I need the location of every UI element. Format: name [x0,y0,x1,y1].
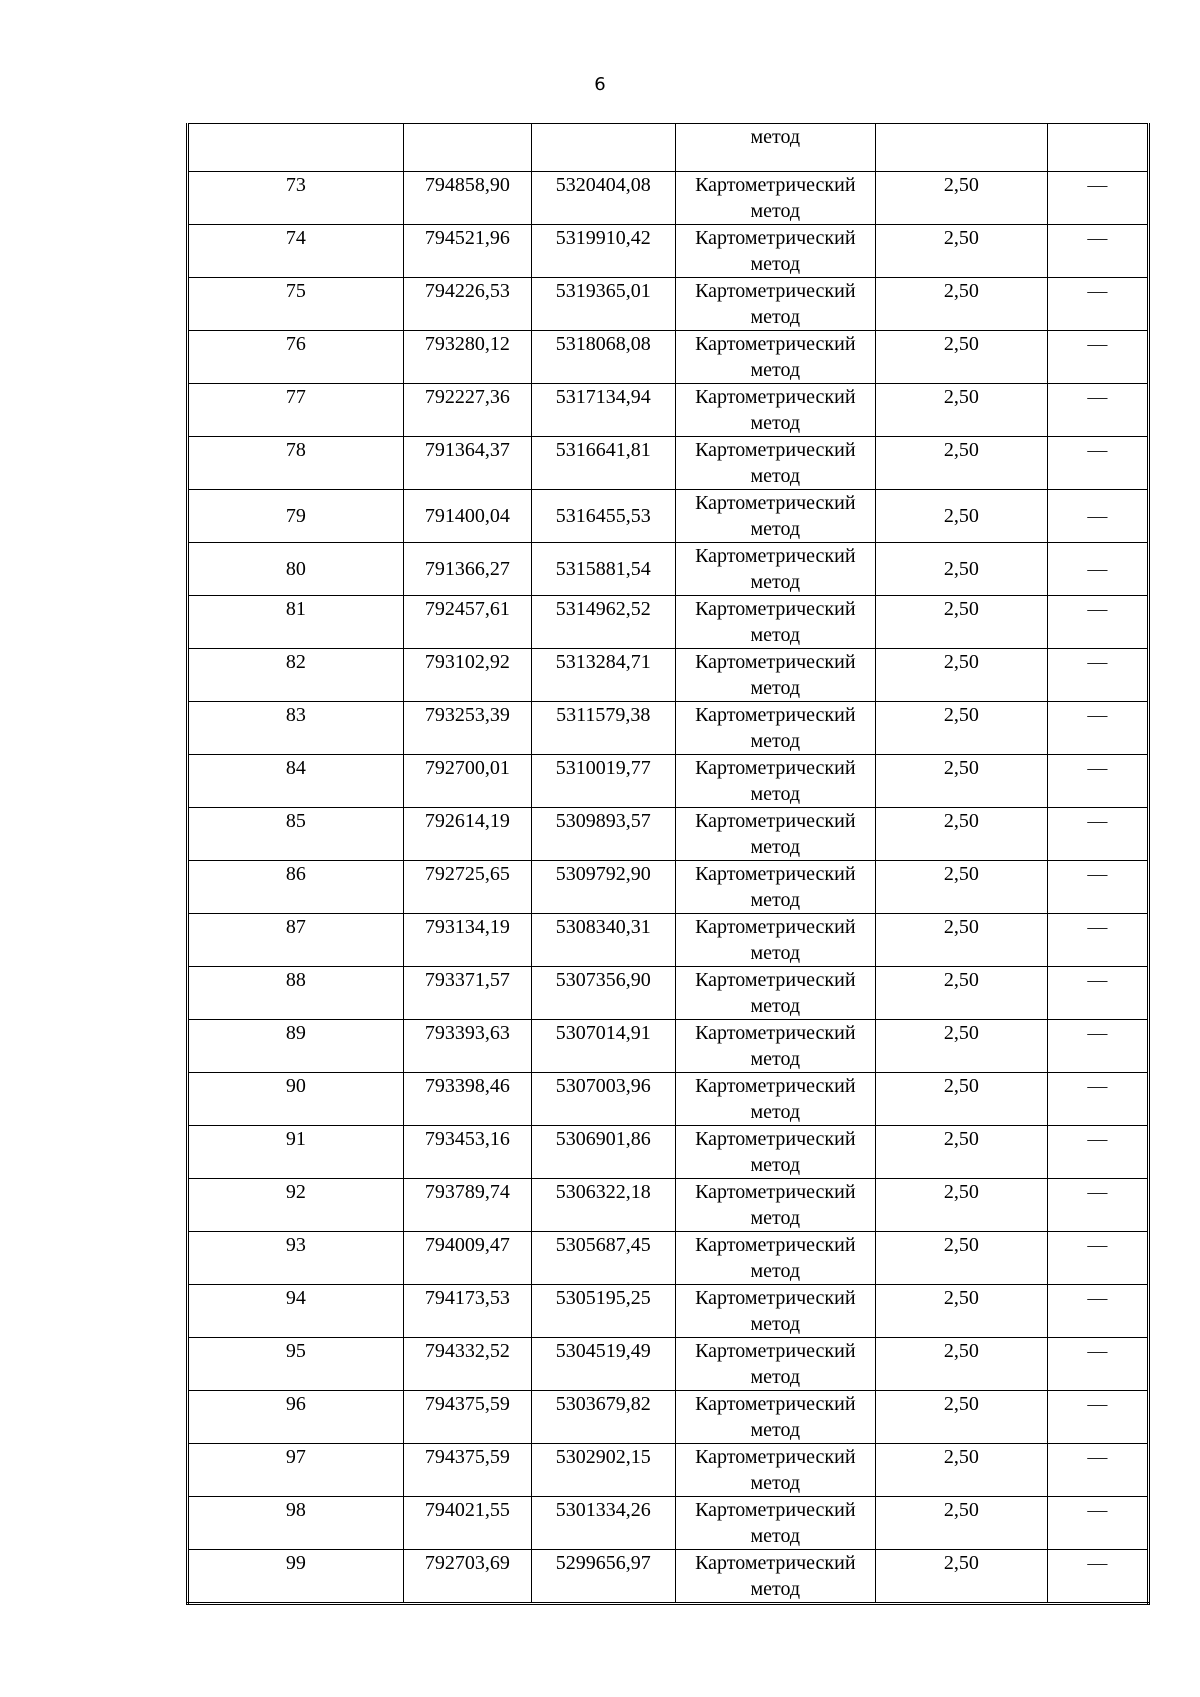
table-row [188,1232,1149,1285]
point-number-cell: 88 [188,967,404,1020]
note-cell: — [1047,490,1148,543]
accuracy-cell: 2,50 [876,1338,1048,1391]
table-row [188,1179,1149,1232]
note-cell: — [1047,649,1148,702]
accuracy-cell: 2,50 [876,702,1048,755]
point-number-cell: 97 [188,1444,404,1497]
accuracy-cell: 2,50 [876,1232,1048,1285]
accuracy-cell: 2,50 [876,649,1048,702]
point-number-cell: 76 [188,331,404,384]
method-cell: Картометрический метод [675,1444,876,1497]
accuracy-cell: 2,50 [876,1179,1048,1232]
x-coordinate-cell: 794858,90 [403,172,531,225]
accuracy-cell: 2,50 [876,1073,1048,1126]
note-cell: — [1047,1497,1148,1550]
note-cell: — [1047,278,1148,331]
y-coordinate-cell: 5319910,42 [532,225,675,278]
y-coordinate-cell: 5320404,08 [532,172,675,225]
method-cell: Картометрический метод [675,702,876,755]
accuracy-cell: 2,50 [876,490,1048,543]
point-number-cell: 82 [188,649,404,702]
point-number-cell: 86 [188,861,404,914]
y-coordinate-cell: 5313284,71 [532,649,675,702]
point-number-cell: 87 [188,914,404,967]
table-row [188,437,1149,490]
y-coordinate-cell: 5307003,96 [532,1073,675,1126]
x-coordinate-cell: 794375,59 [403,1444,531,1497]
x-coordinate-cell: 793393,63 [403,1020,531,1073]
table-row [188,225,1149,278]
note-cell: — [1047,1179,1148,1232]
coordinates-table [186,123,1150,1605]
method-cell: Картометрический метод [675,437,876,490]
method-cell: Картометрический метод [675,1126,876,1179]
x-coordinate-cell: 792725,65 [403,861,531,914]
point-number-cell: 74 [188,225,404,278]
y-coordinate-cell: 5315881,54 [532,543,675,596]
y-coordinate-cell: 5310019,77 [532,755,675,808]
table-row [188,649,1149,702]
y-coordinate-cell: 5311579,38 [532,702,675,755]
x-coordinate-cell: 794021,55 [403,1497,531,1550]
y-coordinate-cell: 5305195,25 [532,1285,675,1338]
x-coordinate-cell: 792700,01 [403,755,531,808]
y-coordinate-cell: 5318068,08 [532,331,675,384]
method-cell: Картометрический метод [675,861,876,914]
continuation-row [188,124,1149,172]
method-cell: Картометрический метод [675,649,876,702]
method-cell: Картометрический метод [675,914,876,967]
y-coordinate-cell: 5299656,97 [532,1550,675,1604]
x-coordinate-cell: 793102,92 [403,649,531,702]
table-row [188,1285,1149,1338]
note-cell: — [1047,1550,1148,1604]
y-coordinate-cell: 5314962,52 [532,596,675,649]
y-coordinate-cell: 5306322,18 [532,1179,675,1232]
note-cell: — [1047,808,1148,861]
method-cell: Картометрический метод [675,225,876,278]
y-coordinate-cell: 5316641,81 [532,437,675,490]
x-coordinate-cell: 793134,19 [403,914,531,967]
method-cell: Картометрический метод [675,1285,876,1338]
table-row [188,967,1149,1020]
point-number-cell: 92 [188,1179,404,1232]
y-coordinate-cell: 5306901,86 [532,1126,675,1179]
note-cell: — [1047,1073,1148,1126]
accuracy-cell: 2,50 [876,1020,1048,1073]
table-row [188,331,1149,384]
table-row [188,914,1149,967]
x-coordinate-cell: 792614,19 [403,808,531,861]
point-number-cell: 85 [188,808,404,861]
y-coordinate-cell: 5317134,94 [532,384,675,437]
note-cell: — [1047,1391,1148,1444]
point-number-cell: 89 [188,1020,404,1073]
method-cell: метод [675,124,876,172]
accuracy-cell: 2,50 [876,278,1048,331]
x-coordinate-cell: 791366,27 [403,543,531,596]
method-cell: Картометрический метод [675,278,876,331]
accuracy-cell: 2,50 [876,331,1048,384]
point-number-cell: 91 [188,1126,404,1179]
y-coordinate-cell: 5301334,26 [532,1497,675,1550]
note-cell: — [1047,1444,1148,1497]
accuracy-cell: 2,50 [876,861,1048,914]
table-row [188,1020,1149,1073]
method-cell: Картометрический метод [675,1391,876,1444]
y-coordinate-cell: 5307356,90 [532,967,675,1020]
x-coordinate-cell: 794226,53 [403,278,531,331]
note-cell: — [1047,384,1148,437]
method-cell: Картометрический метод [675,596,876,649]
table-row [188,172,1149,225]
y-coordinate-cell: 5316455,53 [532,490,675,543]
point-number-cell: 80 [188,543,404,596]
accuracy-cell [876,124,1048,172]
y-coordinate-cell: 5304519,49 [532,1338,675,1391]
x-coordinate-cell: 794332,52 [403,1338,531,1391]
point-number-cell: 73 [188,172,404,225]
note-cell [1047,124,1148,172]
x-coordinate-cell: 791364,37 [403,437,531,490]
accuracy-cell: 2,50 [876,1444,1048,1497]
y-coordinate-cell: 5319365,01 [532,278,675,331]
method-cell: Картометрический метод [675,384,876,437]
table-row [188,384,1149,437]
accuracy-cell: 2,50 [876,1550,1048,1604]
y-coordinate-cell: 5305687,45 [532,1232,675,1285]
point-number-cell: 81 [188,596,404,649]
x-coordinate-cell: 794009,47 [403,1232,531,1285]
point-number-cell [188,124,404,172]
table-row [188,490,1149,543]
note-cell: — [1047,543,1148,596]
x-coordinate-cell: 794521,96 [403,225,531,278]
accuracy-cell: 2,50 [876,225,1048,278]
point-number-cell: 94 [188,1285,404,1338]
table-row [188,1126,1149,1179]
table-row [188,861,1149,914]
y-coordinate-cell: 5303679,82 [532,1391,675,1444]
method-cell: Картометрический метод [675,1232,876,1285]
x-coordinate-cell: 791400,04 [403,490,531,543]
note-cell: — [1047,596,1148,649]
accuracy-cell: 2,50 [876,914,1048,967]
table-row [188,755,1149,808]
accuracy-cell: 2,50 [876,172,1048,225]
table-row [188,702,1149,755]
point-number-cell: 99 [188,1550,404,1604]
note-cell: — [1047,702,1148,755]
y-coordinate-cell: 5302902,15 [532,1444,675,1497]
x-coordinate-cell: 792227,36 [403,384,531,437]
x-coordinate-cell: 793453,16 [403,1126,531,1179]
page-number: 6 [594,74,606,95]
y-coordinate-cell: 5309792,90 [532,861,675,914]
y-coordinate-cell: 5309893,57 [532,808,675,861]
note-cell: — [1047,861,1148,914]
accuracy-cell: 2,50 [876,808,1048,861]
note-cell: — [1047,437,1148,490]
table-row [188,543,1149,596]
method-cell: Картометрический метод [675,1497,876,1550]
accuracy-cell: 2,50 [876,437,1048,490]
accuracy-cell: 2,50 [876,1391,1048,1444]
accuracy-cell: 2,50 [876,1497,1048,1550]
accuracy-cell: 2,50 [876,1285,1048,1338]
x-coordinate-cell: 792703,69 [403,1550,531,1604]
x-coordinate-cell: 793253,39 [403,702,531,755]
table-body [188,124,1149,1604]
note-cell: — [1047,1126,1148,1179]
table-row [188,1444,1149,1497]
method-cell: Картометрический метод [675,1338,876,1391]
point-number-cell: 77 [188,384,404,437]
note-cell: — [1047,225,1148,278]
note-cell: — [1047,1020,1148,1073]
note-cell: — [1047,755,1148,808]
accuracy-cell: 2,50 [876,543,1048,596]
x-coordinate-cell: 792457,61 [403,596,531,649]
point-number-cell: 98 [188,1497,404,1550]
method-cell: Картометрический метод [675,1179,876,1232]
x-coordinate-cell: 793280,12 [403,331,531,384]
table-row [188,1338,1149,1391]
x-coordinate-cell: 793789,74 [403,1179,531,1232]
point-number-cell: 96 [188,1391,404,1444]
note-cell: — [1047,1232,1148,1285]
x-coordinate-cell: 793398,46 [403,1073,531,1126]
table-row [188,808,1149,861]
method-cell: Картометрический метод [675,755,876,808]
note-cell: — [1047,967,1148,1020]
x-coordinate-cell: 794173,53 [403,1285,531,1338]
x-coordinate-cell [403,124,531,172]
note-cell: — [1047,331,1148,384]
table-row [188,1391,1149,1444]
point-number-cell: 95 [188,1338,404,1391]
method-cell: Картометрический метод [675,490,876,543]
method-cell: Картометрический метод [675,1550,876,1604]
point-number-cell: 78 [188,437,404,490]
method-cell: Картометрический метод [675,808,876,861]
method-cell: Картометрический метод [675,543,876,596]
note-cell: — [1047,172,1148,225]
method-cell: Картометрический метод [675,967,876,1020]
note-cell: — [1047,1338,1148,1391]
y-coordinate-cell: 5307014,91 [532,1020,675,1073]
accuracy-cell: 2,50 [876,384,1048,437]
accuracy-cell: 2,50 [876,967,1048,1020]
method-cell: Картометрический метод [675,1020,876,1073]
y-coordinate-cell [532,124,675,172]
table-row [188,1497,1149,1550]
x-coordinate-cell: 793371,57 [403,967,531,1020]
point-number-cell: 83 [188,702,404,755]
accuracy-cell: 2,50 [876,1126,1048,1179]
point-number-cell: 93 [188,1232,404,1285]
point-number-cell: 84 [188,755,404,808]
point-number-cell: 79 [188,490,404,543]
x-coordinate-cell: 794375,59 [403,1391,531,1444]
accuracy-cell: 2,50 [876,755,1048,808]
method-cell: Картометрический метод [675,331,876,384]
method-cell: Картометрический метод [675,172,876,225]
y-coordinate-cell: 5308340,31 [532,914,675,967]
table-row [188,278,1149,331]
method-cell: Картометрический метод [675,1073,876,1126]
note-cell: — [1047,914,1148,967]
note-cell: — [1047,1285,1148,1338]
table-row [188,1550,1149,1604]
accuracy-cell: 2,50 [876,596,1048,649]
table-row [188,1073,1149,1126]
point-number-cell: 90 [188,1073,404,1126]
point-number-cell: 75 [188,278,404,331]
table-row [188,596,1149,649]
